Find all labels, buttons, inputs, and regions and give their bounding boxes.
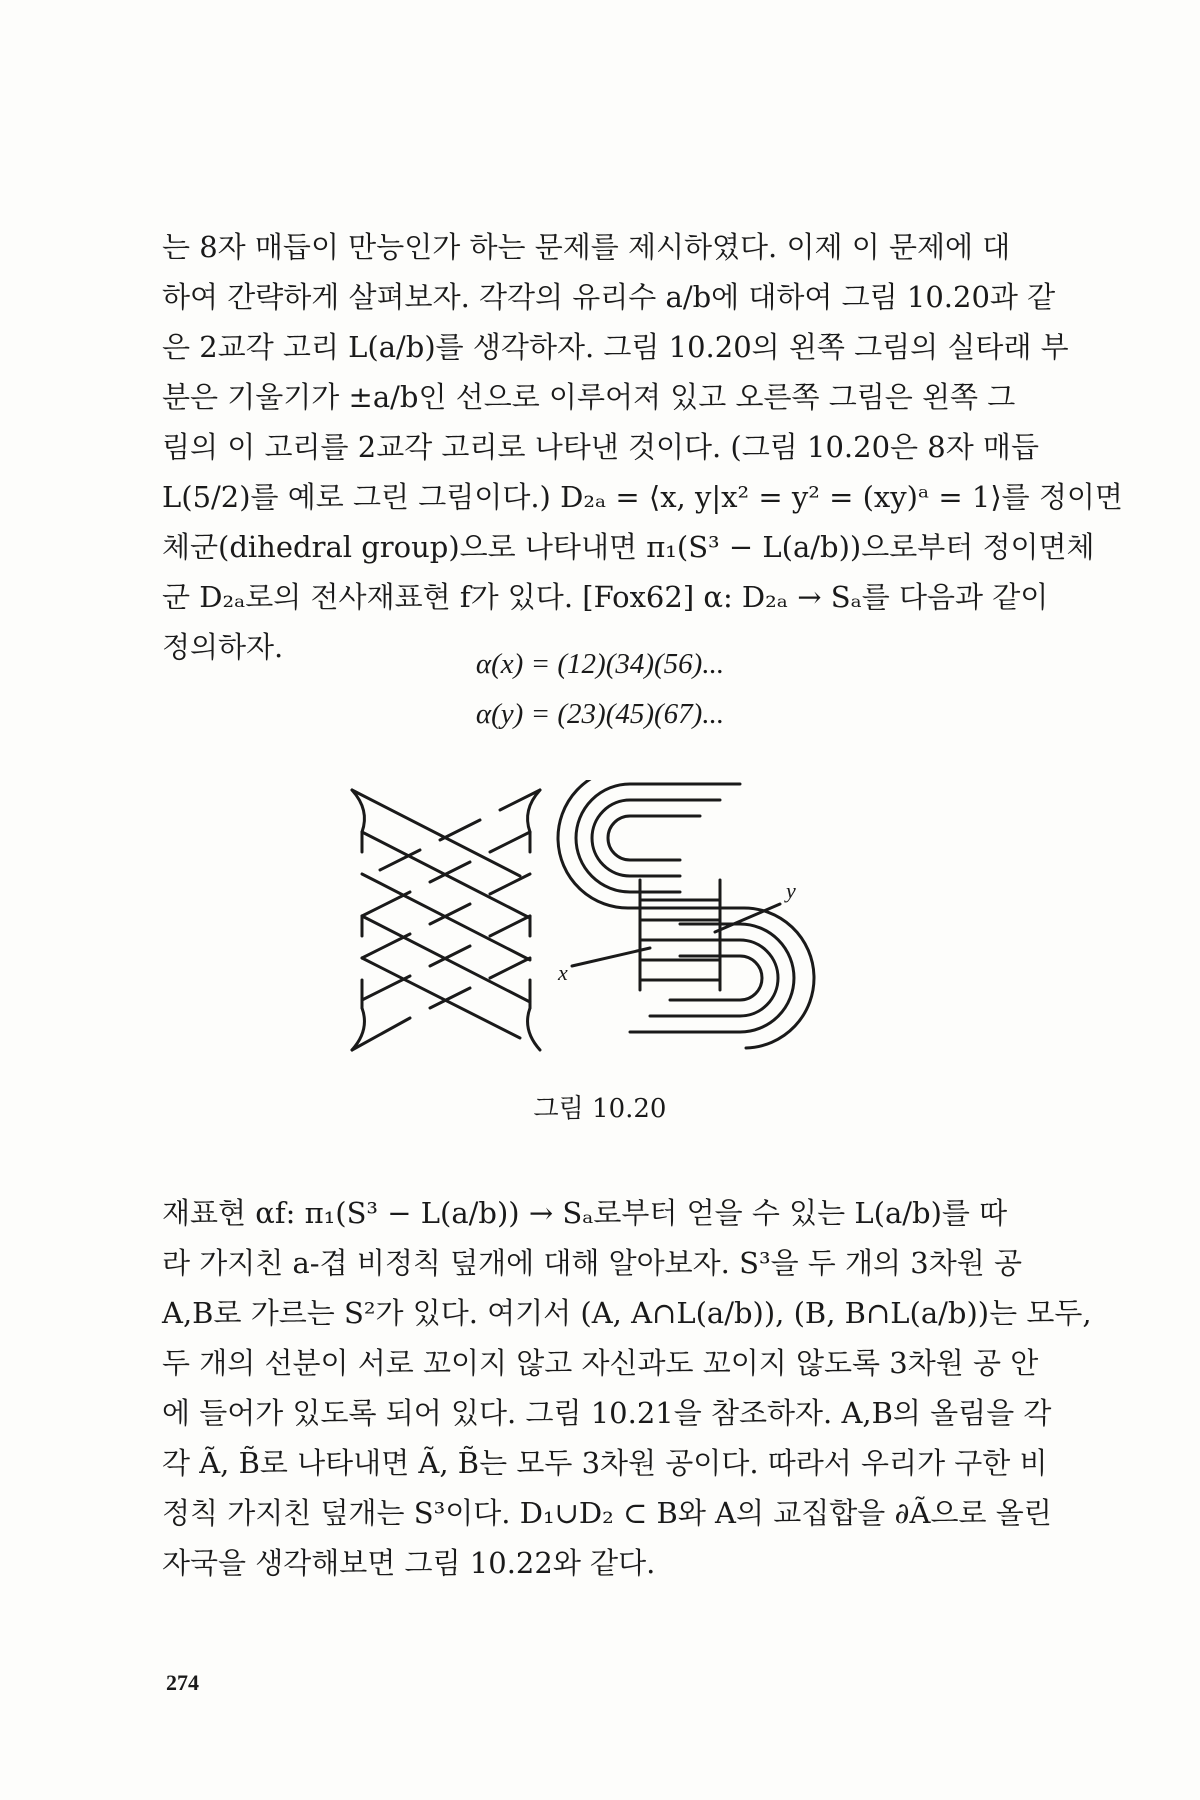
text-line: 는 8자 매듭이 만능인가 하는 문제를 제시하였다. 이제 이 문제에 대 (162, 230, 1011, 264)
text-line: 정칙 가지친 덮개는 S³이다. D₁∪D₂ ⊂ B와 A의 교집합을 ∂Ã으로 올린 (162, 1496, 1052, 1530)
text-line: 자국을 생각해보면 그림 10.22와 같다. (162, 1546, 656, 1580)
text-line: 은 2교각 고리 L(a/b)를 생각하자. 그림 10.20의 왼쪽 그림의 실타래 부 (162, 330, 1069, 364)
text-line: A,B로 가르는 S²가 있다. 여기서 (A, A∩L(a/b)), (B, B∩L(a/b))는 모두, (162, 1296, 1092, 1330)
text-line: 림의 이 고리를 2교각 고리로 나타낸 것이다. (그림 10.20은 8자 매듭 (162, 430, 1039, 464)
text-line: 에 들어가 있도록 되어 있다. 그림 10.21을 참조하자. A,B의 올림을 각 (162, 1396, 1052, 1430)
figure-caption: 그림 10.20 (533, 1094, 667, 1124)
paragraph-1 (162, 222, 1123, 672)
text-line: L(5/2)를 예로 그린 그림이다.) D₂ₐ = ⟨x, y|x² = y² = (xy)ᵃ = 1⟩를 정이면 (162, 480, 1123, 514)
text-line: 군 D₂ₐ로의 전사재표현 f가 있다. [Fox62] α: D₂ₐ → Sₐ를 다음과 같이 (162, 580, 1049, 614)
figure-10-20 (340, 780, 860, 1080)
text-line: 체군(dihedral group)으로 나타내면 π₁(S³ − L(a/b))으로부터 정이면체 (162, 530, 1095, 564)
text-line: 분은 기울기가 ±a/b인 선으로 이루어져 있고 오른쪽 그림은 왼쪽 그 (162, 380, 1016, 414)
text-line: 각 Ã, B̃로 나타내면 Ã, B̃는 모두 3차원 공이다. 따라서 우리가 구한 비 (162, 1446, 1048, 1480)
text-line: 재표현 αf: π₁(S³ − L(a/b)) → Sₐ로부터 얻을 수 있는 L(a/b)를 따 (162, 1196, 1008, 1230)
equation-alpha-x: α(x) = (12)(34)(56)... (475, 648, 725, 680)
text-line: 라 가지친 a-겹 비정칙 덮개에 대해 알아보자. S³을 두 개의 3차원 공 (162, 1246, 1022, 1280)
left-knot-diagram (352, 790, 540, 1050)
text-line: 하여 간략하게 살펴보자. 각각의 유리수 a/b에 대하여 그림 10.20과 같 (162, 280, 1056, 314)
paragraph-2 (162, 1188, 1092, 1588)
text-line: 정의하자. (162, 630, 284, 664)
label-x: x (558, 960, 568, 985)
right-bridge-diagram (558, 780, 814, 1048)
equation-alpha-y: α(y) = (23)(45)(67)... (475, 698, 725, 730)
label-y: y (786, 878, 796, 903)
page-number: 274 (166, 1670, 199, 1695)
text-line: 두 개의 선분이 서로 꼬이지 않고 자신과도 꼬이지 않도록 3차원 공 안 (162, 1346, 1039, 1380)
